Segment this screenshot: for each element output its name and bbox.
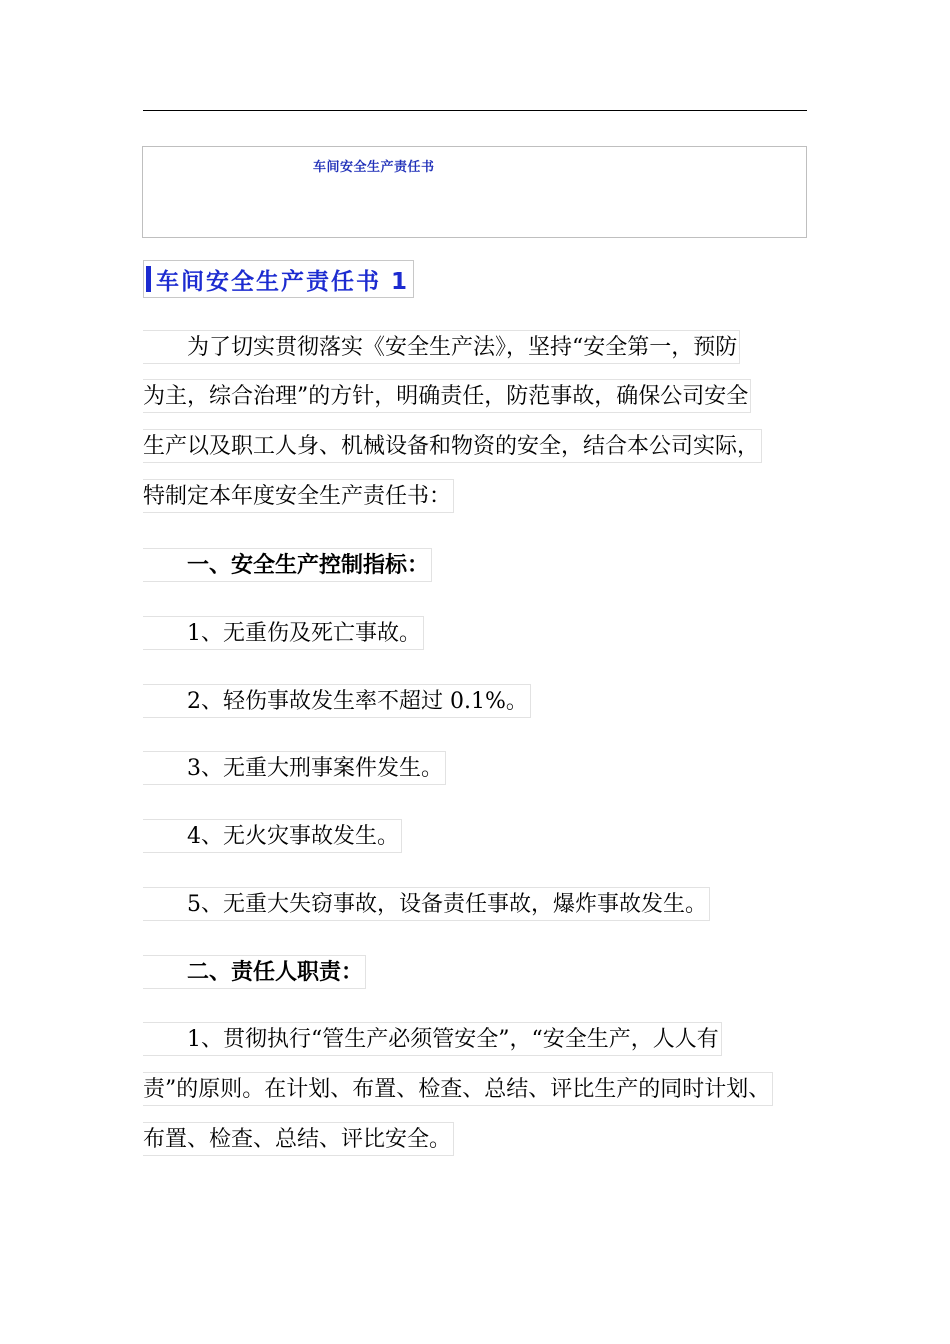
intro-line-4: 特制定本年度安全生产责任书： (143, 479, 454, 513)
section1-item-1: 1、无重伤及死亡事故。 (143, 616, 424, 650)
section2-line-2: 责”的原则。在计划、布置、检查、总结、评比生产的同时计划、 (143, 1072, 773, 1106)
section1-item-3: 3、无重大刑事案件发生。 (143, 751, 446, 785)
intro-line-2: 为主，综合治理”的方针，明确责任，防范事故，确保公司安全 (143, 379, 751, 413)
header-title: 车间安全生产责任书 (313, 160, 435, 175)
page-header (142, 146, 807, 238)
intro-line-3: 生产以及职工人身、机械设备和物资的安全，结合本公司实际， (143, 429, 762, 463)
header-rule (143, 110, 807, 111)
section2-line-1: 1、贯彻执行“管生产必须管安全”，“安全生产，人人有 (143, 1022, 722, 1056)
intro-line-1: 为了切实贯彻落实《安全生产法》，坚持“安全第一，预防 (143, 330, 740, 364)
section1-item-4: 4、无火灾事故发生。 (143, 819, 402, 853)
section1-item-2: 2、轻伤事故发生率不超过 0.1%。 (143, 684, 531, 718)
document-title-text: 车间安全生产责任书 1 (156, 268, 410, 295)
section-heading-1: 一、安全生产控制指标： (143, 548, 432, 582)
heading-marker-icon (146, 266, 151, 292)
section-heading-2: 二、责任人职责： (143, 955, 366, 989)
section2-line-3: 布置、检查、总结、评比安全。 (143, 1122, 454, 1156)
section1-item-5: 5、无重大失窃事故，设备责任事故，爆炸事故发生。 (143, 887, 710, 921)
document-title (143, 260, 414, 298)
